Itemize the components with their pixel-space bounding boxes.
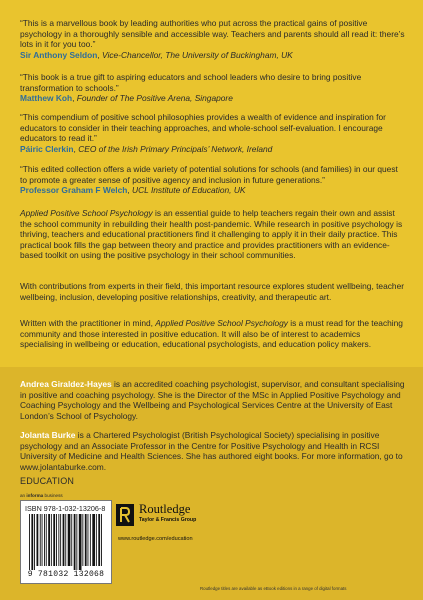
barcode-bar [98, 514, 100, 566]
testimonial-3 [20, 112, 405, 154]
informa-logo: informa [26, 493, 44, 498]
testimonial-quote: “This book is a true gift to aspiring educators and school leaders who desire to bring positive transformation to schools.” [20, 72, 362, 93]
author-bio-1 [20, 379, 405, 421]
book-title: Applied Positive School Psychology [20, 208, 153, 218]
testimonial-name: Sir Anthony Seldon [20, 49, 98, 60]
barcode-bar [53, 514, 55, 566]
barcode-bar [56, 514, 57, 566]
description-paragraph-1 [20, 208, 405, 261]
testimonial-2 [20, 72, 405, 104]
book-title: Applied Positive School Psychology [155, 318, 288, 328]
barcode-bar [65, 514, 66, 566]
barcode-bar [29, 514, 30, 570]
routledge-logo-icon [116, 504, 134, 526]
testimonial-role: Founder of The Positive Arena, Singapore [76, 93, 233, 104]
testimonial-attribution: Páiric Clerkin, CEO of the Irish Primary Principals’ Network, Ireland [20, 143, 273, 154]
barcode-bar [85, 514, 87, 566]
description-paragraph-2 [20, 281, 405, 302]
author-bio-text: is an accredited coaching psychologist, supervisor, and consultant specialising in positive and coaching psychology. She is the Director of the MSc in Applied Positive Psychology and Coaching Psychology and the Wellbeing and Psychological Services Centre at the University of East London’s School of Psychology. [20, 379, 405, 421]
barcode-bar [44, 514, 45, 566]
testimonial-role: UCL Institute of Education, UK [132, 185, 246, 196]
barcode-icon [27, 514, 105, 570]
barcode-bar [34, 514, 35, 570]
publisher-url[interactable]: www.routledge.com/education [118, 536, 193, 542]
testimonial-quote: “This edited collection offers a wide variety of potential solutions for schools (and families) in our quest to promote a greater sense of positive agency and inclusion in future generations.” [20, 164, 398, 185]
testimonial-quote: “This is a marvellous book by leading authorities who put across the practical gains of positive psychology in a thoroughly sensible and accessible way. Teachers and parents should all read it: there’s lots in it for you too.” [20, 18, 405, 50]
barcode-bar [74, 514, 76, 570]
subject-category: EDUCATION [20, 476, 75, 486]
barcode-bar [96, 514, 97, 566]
barcode-bar [71, 514, 72, 566]
author-name: Andrea Giraldez-Hayes [20, 379, 112, 389]
description-text: is a must read for the teaching community and those interested in positive education. It will also be of interest to academics specialising in wellbeing or education, educational psychologists, and education policy makers. [20, 318, 403, 350]
barcode-bar [31, 514, 33, 570]
testimonial-role: Vice-Chancellor, The University of Buckingham, UK [102, 49, 293, 60]
barcode-bar [51, 514, 52, 566]
author-name: Jolanta Burke [20, 430, 76, 440]
testimonial-role: CEO of the Irish Primary Principals’ Network, Ireland [78, 143, 273, 154]
barcode-bar [60, 514, 61, 566]
barcode-bar [37, 514, 39, 566]
barcode-bar [76, 514, 77, 570]
barcode-bar [79, 514, 82, 570]
barcode-bar [63, 514, 65, 566]
barcode-bar [68, 514, 71, 566]
testimonial-name: Professor Graham F Welch [20, 185, 128, 196]
testimonial-attribution: Sir Anthony Seldon, Vice-Chancellor, The University of Buckingham, UK [20, 49, 293, 60]
testimonial-quote: “This compendium of positive school philosophies provides a wealth of evidence and inspiration for educators to consider in their teaching approaches, and whole-school self-evaluation. I encourage educators to read it.” [20, 112, 386, 144]
barcode-bar [48, 514, 50, 566]
publisher-tagline: Taylor & Francis Group [139, 517, 197, 523]
barcode-bar [82, 514, 83, 566]
barcode-bar [40, 514, 41, 566]
author-bio-text: is a Chartered Psychologist (British Psychological Society) specialising in positive psychology and an Associate Professor in the Centre for Positive Psychology and Health in RCSI University of Medicine and Health Sciences. She has authored eight books. For more information, go to www.jolantaburke.com. [20, 430, 403, 472]
publisher-name: Routledge [139, 502, 191, 516]
description-paragraph-3 [20, 318, 405, 350]
description-text: Written with the practitioner in mind, [20, 318, 156, 328]
testimonial-1 [20, 18, 405, 60]
description-text: With contributions from experts in their field, this important resource explores student wellbeing, teacher wellbeing, inclusion, developing positive relationships, creativity, and therapeutic art. [20, 281, 405, 302]
isbn-label: ISBN 978-1-032-13206-8 [25, 504, 106, 513]
testimonial-4 [20, 164, 405, 196]
informa-business-label: an informa business [20, 493, 63, 498]
testimonial-attribution: Matthew Koh, Founder of The Positive Arena, Singapore [20, 93, 233, 104]
barcode-digits: 9 781032 132068 [27, 570, 105, 579]
barcode-panel [20, 500, 112, 584]
description-text: is an essential guide to help teachers regain their own and assist the school community in rebuilding their health post-pandemic. While research in positive psychology is thriving, teachers and educational practitioners find it challenging to apply it in their daily practice. This practical book fills the gap between theory and practice and provides practitioners with an evidence-based toolkit on using the positive psychology in their school communities. [20, 208, 403, 261]
barcode-bar [58, 514, 59, 566]
ebook-footnote: Routledge titles are available as eBook editions in a range of digital formats [200, 586, 347, 591]
author-bio-2 [20, 430, 405, 472]
testimonial-name: Páiric Clerkin [20, 143, 74, 154]
barcode-bar [46, 514, 47, 566]
barcode-bar [101, 514, 102, 566]
testimonial-name: Matthew Koh [20, 93, 73, 104]
testimonial-attribution: Professor Graham F Welch, UCL Institute of Education, UK [20, 185, 246, 196]
barcode-bar [90, 514, 91, 566]
barcode-bar [88, 514, 89, 566]
barcode-bar [92, 514, 95, 566]
barcode-bar [42, 514, 43, 566]
